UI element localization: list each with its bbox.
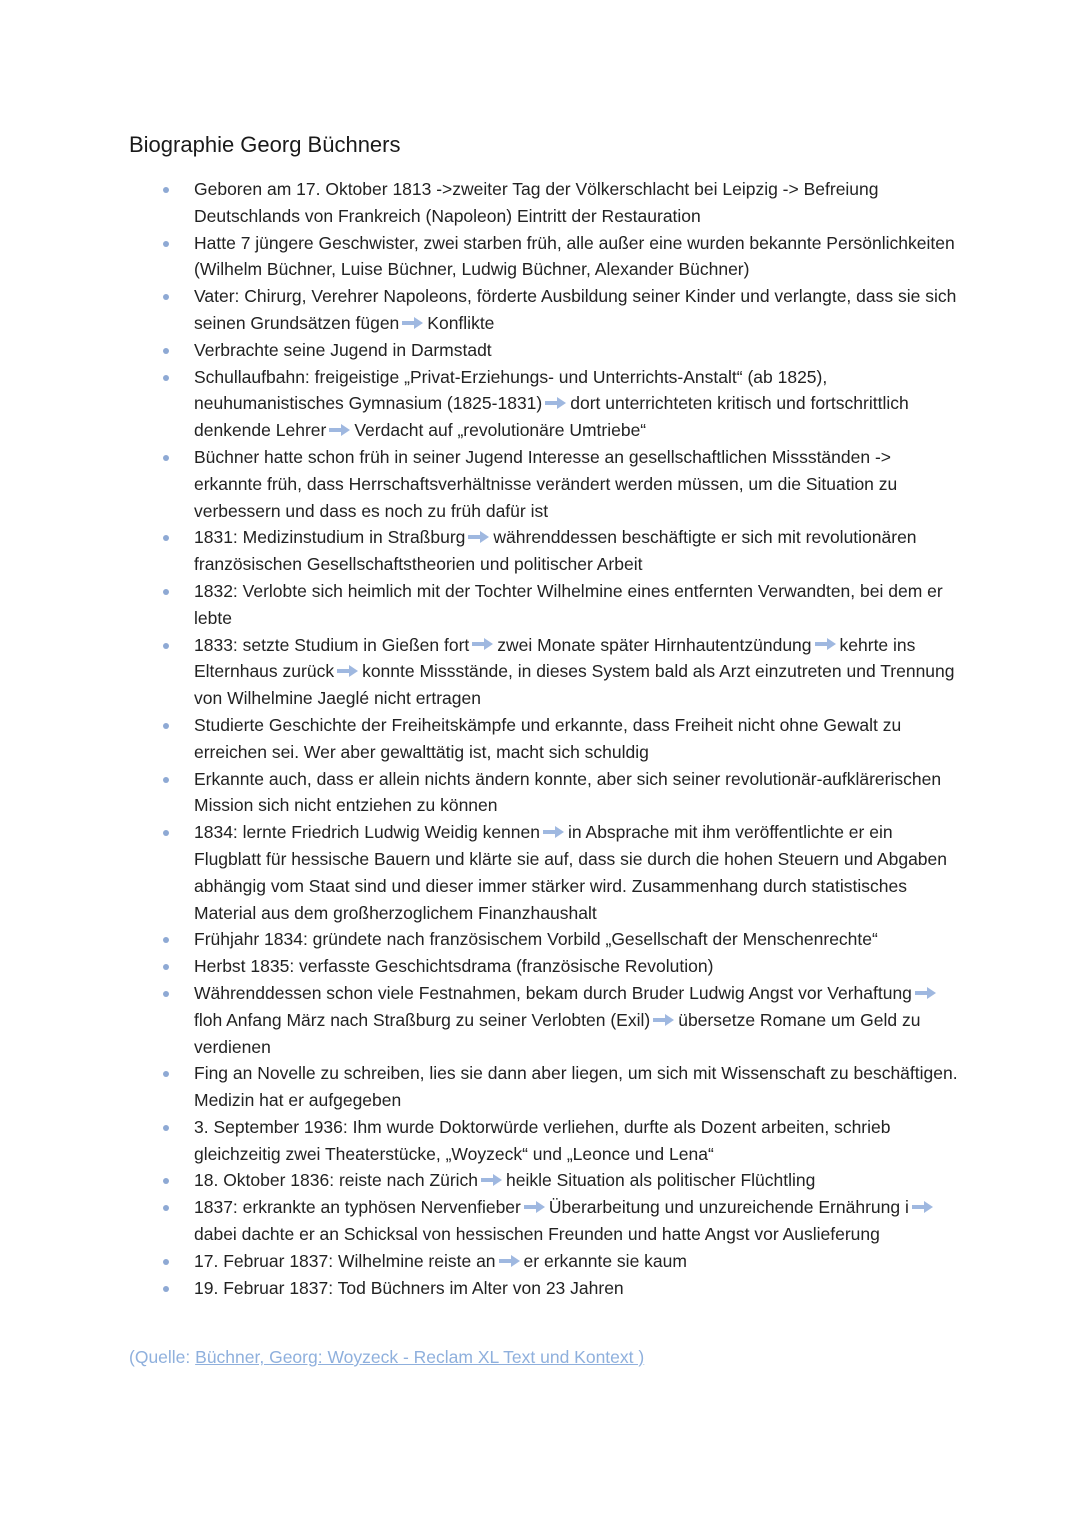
item-text: Verdacht auf „revolutionäre Umtriebe“ [354, 420, 647, 441]
item-text: konnte Missstände, in dieses System bald als Arzt einzutreten und Trennung von Wilhelmine Jaeglé nicht ertragen [194, 661, 955, 709]
item-text: 1837: erkrankte an typhösen Nervenfieber [194, 1197, 521, 1218]
item-text: 19. Februar 1837: Tod Büchners im Alter von 23 Jahren [194, 1277, 624, 1298]
list-item [158, 1194, 958, 1248]
list-item [158, 524, 958, 578]
item-text: Herbst 1835: verfasste Geschichtsdrama (französische Revolution) [194, 956, 714, 977]
list-item [158, 953, 958, 980]
bullet-icon [163, 830, 169, 836]
right-arrow-icon [499, 1255, 521, 1267]
right-arrow-icon [402, 317, 424, 329]
item-text: 1834: lernte Friedrich Ludwig Weidig kennen [194, 822, 540, 843]
bullet-icon [163, 964, 169, 970]
list-item [158, 1248, 958, 1275]
bullet-icon [163, 723, 169, 729]
source-citation [129, 1345, 644, 1369]
item-text: Erkannte auch, dass er allein nichts ändern konnte, aber sich seiner revolutionär-aufklärerischen Mission sich nicht entziehen zu können [194, 768, 942, 816]
item-text: dabei dachte er an Schicksal von hessischen Freunden und hatte Angst vor Auslieferung [194, 1224, 880, 1245]
item-text: Geboren am 17. Oktober 1813 ->zweiter Tag der Völkerschlacht bei Leipzig -> Befreiung Deutschlands von Frankreich (Napoleon) Eintritt der Restauration [194, 179, 879, 226]
item-text: Schullaufbahn: freigeistige „Privat-Erziehungs- und Unterrichts-Anstalt“ (ab 1825), neuhumanistisches Gymnasium (1825-1831) [194, 366, 828, 414]
bullet-icon [163, 1125, 169, 1131]
list-item [158, 712, 958, 766]
source-prefix: (Quelle: [129, 1347, 196, 1367]
list-item [158, 230, 958, 284]
list-item [158, 819, 958, 926]
right-arrow-icon [915, 987, 937, 999]
item-text: Büchner hatte schon früh in seiner Jugend Interesse an gesellschaftlichen Missständen -> erkannte früh, dass Herrschaftsverhältnisse verändert werden müssen, um die Situation zu verbessern und dass es noch zu früh dafür ist [194, 446, 898, 521]
list-item [158, 926, 958, 953]
list-item [158, 364, 958, 444]
bullet-icon [163, 777, 169, 783]
bullet-icon [163, 937, 169, 943]
list-item [158, 283, 958, 337]
item-text: 17. Februar 1837: Wilhelmine reiste an [194, 1250, 496, 1271]
right-arrow-icon [545, 397, 567, 409]
list-item [158, 1275, 958, 1302]
list-item [158, 578, 958, 632]
bullet-icon [163, 643, 169, 649]
right-arrow-icon [543, 826, 565, 838]
item-text: floh Anfang März nach Straßburg zu seiner Verlobten (Exil) [194, 1009, 651, 1030]
list-item [158, 766, 958, 820]
item-text: er erkannte sie kaum [523, 1250, 687, 1271]
list-item [158, 337, 958, 364]
right-arrow-icon [472, 638, 494, 650]
item-text: zwei Monate später Hirnhautentzündung [497, 634, 812, 655]
list-item [158, 1060, 958, 1114]
item-text: Überarbeitung und unzureichende Ernährung i [548, 1197, 909, 1218]
bullet-icon [163, 1286, 169, 1292]
item-text: Konflikte [427, 312, 495, 333]
bullet-icon [163, 241, 169, 247]
bullet-icon [163, 1178, 169, 1184]
right-arrow-icon [337, 665, 359, 677]
item-text: Frühjahr 1834: gründete nach französischem Vorbild „Gesellschaft der Menschenrechte“ [194, 929, 878, 950]
list-item [158, 1167, 958, 1194]
list-item [158, 980, 958, 1060]
item-text: währenddessen beschäftigte er sich mit revolutionären französischen Gesellschaftstheorien und politischer Arbeit [194, 527, 917, 575]
list-item [158, 444, 958, 524]
item-text: 3. September 1936: Ihm wurde Doktorwürde verliehen, durfte als Dozent arbeiten, schrieb gleichzeitig zwei Theaterstücke, „Woyzeck“ und „Leonce und Lena“ [194, 1116, 891, 1164]
item-text: 1831: Medizinstudium in Straßburg [194, 527, 466, 548]
bullet-icon [163, 294, 169, 300]
item-text: Währenddessen schon viele Festnahmen, bekam durch Bruder Ludwig Angst vor Verhaftung [194, 982, 912, 1003]
bullet-icon [163, 1205, 169, 1211]
bullet-icon [163, 589, 169, 595]
item-text: Studierte Geschichte der Freiheitskämpfe und erkannte, dass Freiheit nicht ohne Gewalt zu erreichen sei. Wer aber gewalttätig ist, macht sich schuldig [194, 714, 902, 762]
bullet-icon [163, 375, 169, 381]
item-text: 1832: Verlobte sich heimlich mit der Tochter Wilhelmine eines entfernten Verwandten, bei dem er lebte [194, 580, 943, 628]
bullet-icon [163, 535, 169, 541]
right-arrow-icon [653, 1014, 675, 1026]
bullet-icon [163, 991, 169, 997]
right-arrow-icon [524, 1201, 546, 1213]
right-arrow-icon [468, 531, 490, 543]
item-text: Verbrachte seine Jugend in Darmstadt [194, 339, 492, 360]
item-text: in Absprache mit ihm veröffentlichte er ein Flugblatt für hessische Bauern und klärte sie auf, dass sie durch die hohen Steuern und Abgaben abhängig vom Staat sind und dieser immer stärker wird. Zusammenhang durch statistisches Material aus dem großherzoglichem Finanzhaushalt [194, 822, 947, 923]
item-text: Hatte 7 jüngere Geschwister, zwei starben früh, alle außer eine wurden bekannte Persönlichkeiten (Wilhelm Büchner, Luise Büchner, Ludwig Büchner, Alexander Büchner) [194, 232, 955, 280]
item-text: 18. Oktober 1836: reiste nach Zürich [194, 1170, 479, 1191]
list-item [158, 176, 958, 230]
right-arrow-icon [912, 1201, 934, 1213]
item-text: kehrte ins Elternhaus zurück [194, 634, 916, 682]
bullet-icon [163, 455, 169, 461]
right-arrow-icon [815, 638, 837, 650]
right-arrow-icon [481, 1174, 503, 1186]
item-text: dort unterrichteten kritisch und fortschrittlich denkende Lehrer [194, 393, 909, 441]
item-text: heikle Situation als politischer Flüchtling [506, 1170, 816, 1191]
item-text: 1833: setzte Studium in Gießen fort [194, 634, 470, 655]
right-arrow-icon [329, 424, 351, 436]
list-item [158, 632, 958, 712]
biography-list [158, 176, 958, 1301]
bullet-icon [163, 187, 169, 193]
source-link[interactable]: Büchner, Georg: Woyzeck - Reclam XL Text und Kontext ) [195, 1347, 645, 1367]
bullet-icon [163, 1259, 169, 1265]
bullet-icon [163, 1071, 169, 1077]
item-text: Vater: Chirurg, Verehrer Napoleons, förderte Ausbildung seiner Kinder und verlangte, dass sie sich seinen Grundsätzen fügen [194, 286, 957, 333]
bullet-icon [163, 348, 169, 354]
page-title: Biographie Georg Büchners [129, 132, 401, 157]
list-item [158, 1114, 958, 1168]
item-text: übersetze Romane um Geld zu verdienen [194, 1009, 921, 1057]
item-text: Fing an Novelle zu schreiben, lies sie dann aber liegen, um sich mit Wissenschaft zu beschäftigen. Medizin hat er aufgegeben [194, 1063, 958, 1111]
